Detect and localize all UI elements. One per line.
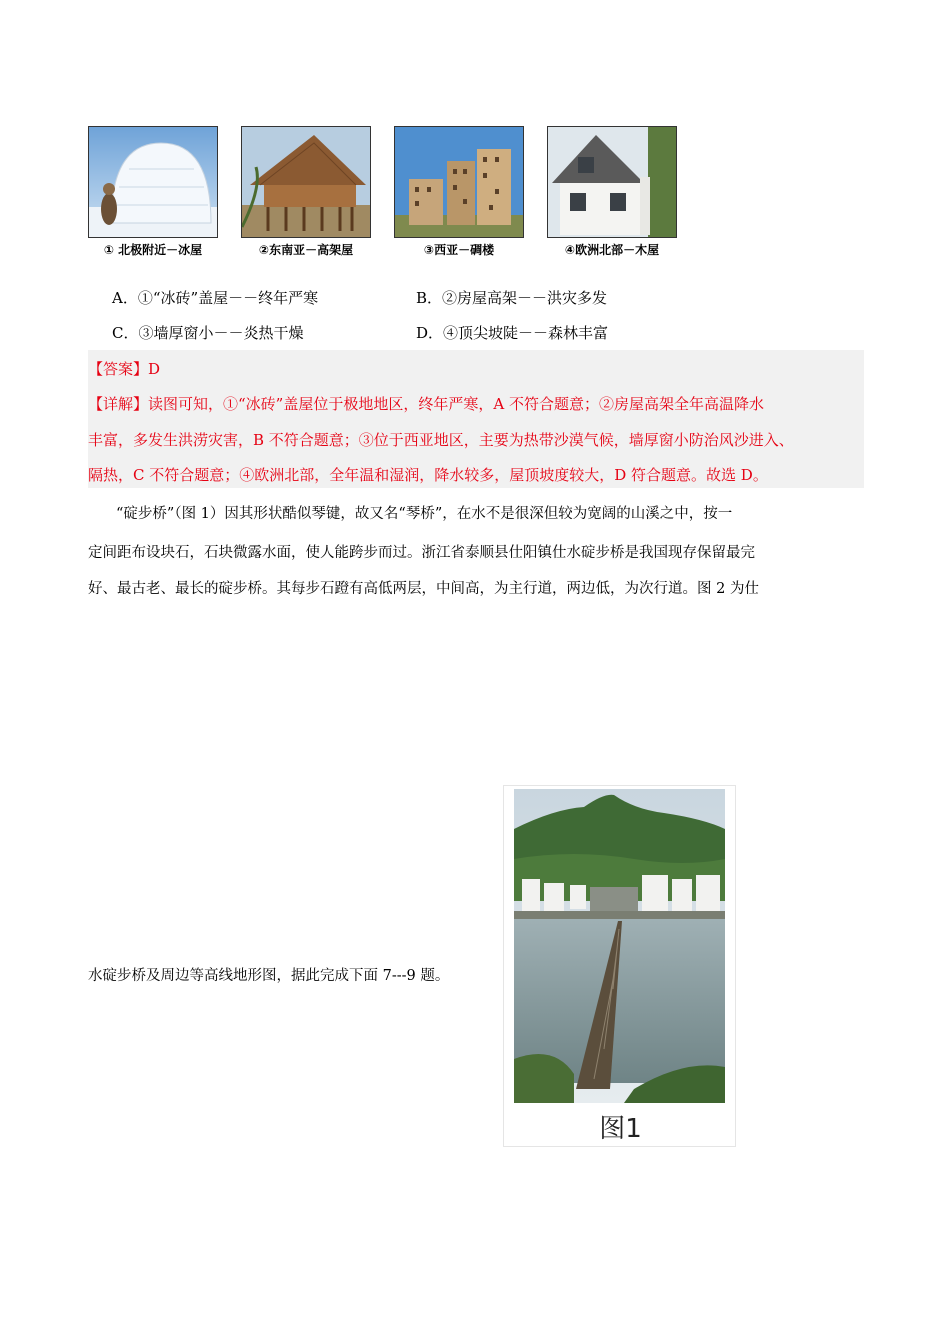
option-b: B．②房屋高架－－洪灾多发 xyxy=(416,289,608,307)
explanation-line: 【详解】读图可知，①“冰砖”盖屋位于极地地区，终年严寒，A 不符合题意；②房屋高架全年高温降水 xyxy=(88,395,764,413)
option-d: D．④顶尖坡陡－－森林丰富 xyxy=(416,324,609,342)
photo-caption: ②东南亚－高架屋 xyxy=(258,243,354,257)
figure-caption: 图1 xyxy=(599,1114,642,1144)
answer-box xyxy=(88,350,864,488)
photo-caption: ③西亚－碉楼 xyxy=(423,243,495,257)
photo-caption: ① 北极附近－冰屋 xyxy=(103,243,203,257)
answer-label: 【答案】D xyxy=(88,360,161,378)
option-a: A．①“冰砖”盖屋－－终年严寒 xyxy=(112,289,319,307)
igloo-image xyxy=(88,126,218,238)
wooden-house-image xyxy=(547,126,677,238)
photo-caption: ④欧洲北部－木屋 xyxy=(564,243,660,257)
figure-1 xyxy=(503,785,736,1147)
tower-house-image xyxy=(394,126,524,238)
passage-line: 水碇步桥及周边等高线地形图，据此完成下面 7---9 题。 xyxy=(88,968,450,984)
photo-wooden-house xyxy=(547,126,677,260)
photo-tower-house xyxy=(394,126,524,260)
photo-igloo xyxy=(88,126,218,260)
explanation-line: 隔热，C 不符合题意；④欧洲北部，全年温和湿润，降水较多，屋顶坡度较大，D 符合题意。故选 D。 xyxy=(88,466,768,484)
passage-line: 好、最古老、最长的碇步桥。其每步石蹬有高低两层，中间高，为主行道，两边低，为次行道。图 2 为仕 xyxy=(88,581,759,597)
stepping-stone-bridge-image xyxy=(514,789,725,1103)
option-c: C．③墙厚窗小－－炎热干燥 xyxy=(112,324,304,342)
house-photo-row xyxy=(88,126,678,260)
passage-line: 定间距布设块石，石块微露水面，使人能跨步而过。浙江省泰顺县仕阳镇仕水碇步桥是我国现存保留最完 xyxy=(88,545,755,561)
stilt-house-image xyxy=(241,126,371,238)
passage-line: “碇步桥”（图 1）因其形状酷似琴键，故又名“琴桥”，在水不是很深但较为宽阔的山溪之中，按一 xyxy=(116,506,733,522)
explanation-line: 丰富，多发生洪涝灾害，B 不符合题意；③位于西亚地区，主要为热带沙漠气候，墙厚窗小防治风沙进入、 xyxy=(88,431,794,449)
photo-stilt-house xyxy=(241,126,371,260)
